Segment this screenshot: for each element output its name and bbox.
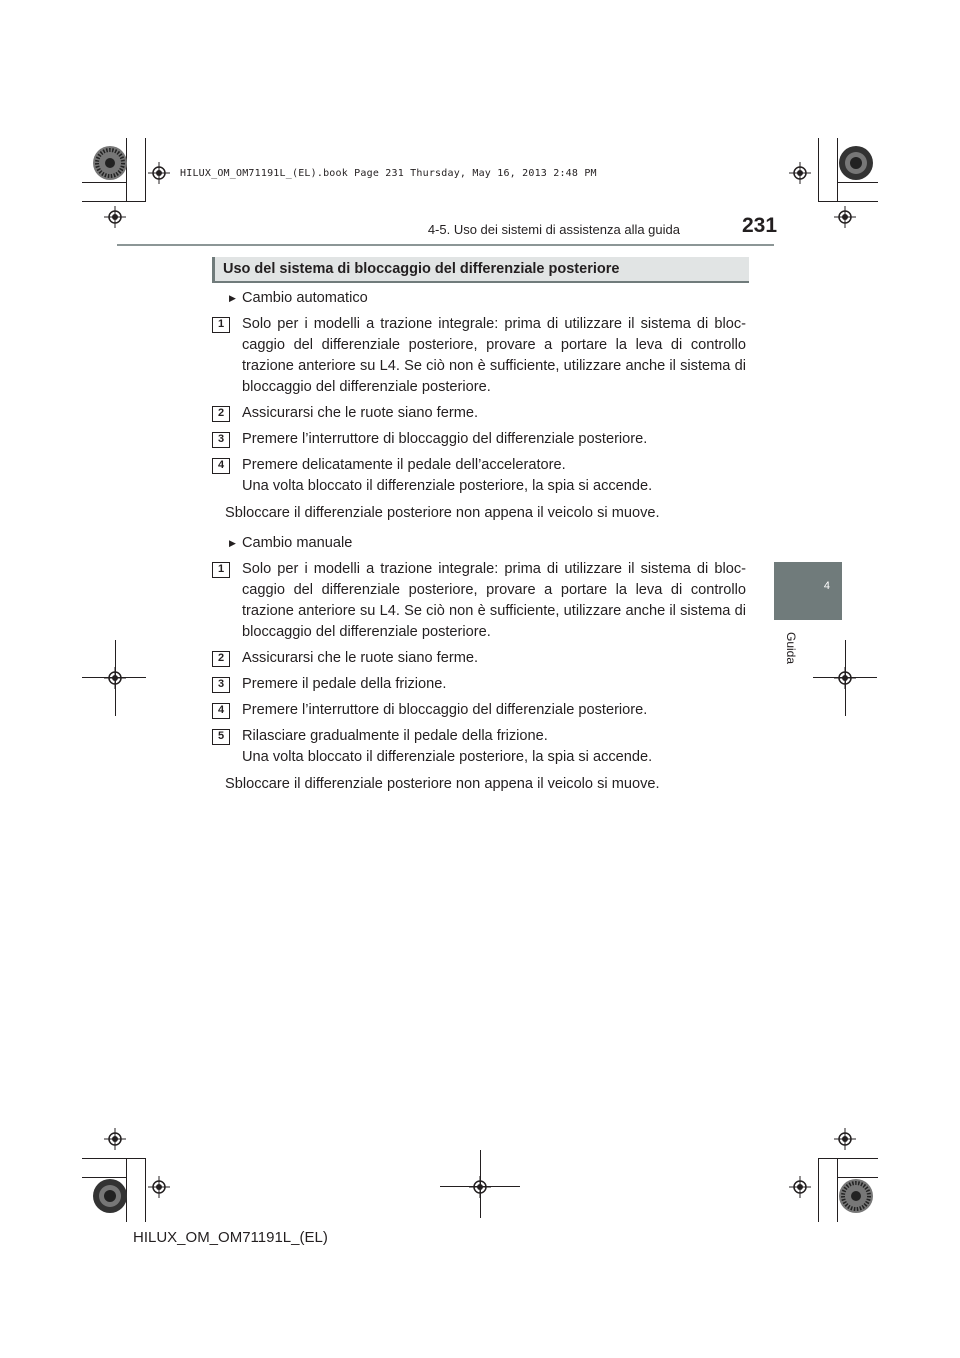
step-item [212, 429, 746, 450]
step-text: Solo per i modelli a trazione integrale: prima di utilizzare il sistema di bloc-caggio del differenziale posteriore, provare a portare la leva di controllo trazione anteriore su L4. Se ciò non è sufficiente, utilizzare anche il sistema di bloccaggio del differenziale posteriore. [242, 561, 746, 640]
instruction-block-automatic [212, 288, 746, 524]
step-number-badge: 1 [212, 562, 230, 578]
step-text: Rilasciare gradualmente il pedale della frizione. Una volta bloccato il differenziale posteriore, la spia si accende. [242, 726, 746, 768]
dense-circle-icon [838, 1178, 874, 1214]
registration-mark-icon [834, 1128, 856, 1150]
step-number-badge: 1 [212, 317, 230, 333]
step-number-badge: 3 [212, 677, 230, 693]
registration-mark-icon [104, 206, 126, 228]
step-item [212, 700, 746, 721]
chapter-tab [774, 562, 842, 620]
dense-circle-icon [838, 145, 874, 181]
step-text: Premere il pedale della frizione. [242, 676, 447, 692]
sub-heading: ▶ Cambio manuale [212, 533, 746, 554]
step-item [212, 559, 746, 643]
step-item [212, 455, 746, 497]
step-item [212, 648, 746, 669]
registration-mark-icon [148, 162, 170, 184]
content-body [212, 288, 746, 800]
note-text: Sbloccare il differenziale posteriore non appena il veicolo si muove. [225, 505, 660, 521]
step-text: Solo per i modelli a trazione integrale: prima di utilizzare il sistema di bloc-caggio del differenziale posteriore, provare a portare la leva di controllo trazione anteriore su L4. Se ciò non è sufficiente, utilizzare anche il sistema di bloccaggio del differenziale posteriore. [242, 316, 746, 395]
step-text: Premere delicatamente il pedale dell’acceleratore. Una volta bloccato il differenziale posteriore, la spia si accende. [242, 455, 746, 497]
step-text: Premere l’interruttore di bloccaggio del differenziale posteriore. [242, 702, 648, 718]
step-text: Premere l’interruttore di bloccaggio del differenziale posteriore. [242, 431, 648, 447]
page-number: 231 [742, 214, 778, 237]
registration-mark-icon [834, 206, 856, 228]
dense-circle-icon [92, 145, 128, 181]
registration-mark-icon [104, 1128, 126, 1150]
triangle-bullet-icon: ▶ [229, 538, 236, 548]
footer-manual-code: HILUX_OM_OM71191L_(EL) [133, 1229, 328, 1246]
chapter-label: Guida [784, 632, 798, 665]
registration-mark-icon [148, 1176, 170, 1198]
step-number-badge: 2 [212, 406, 230, 422]
step-result: Una volta bloccato il differenziale posteriore, la spia si accende. [242, 478, 653, 494]
step-text: Assicurarsi che le ruote siano ferme. [242, 650, 479, 666]
step-text: Assicurarsi che le ruote siano ferme. [242, 405, 479, 421]
dense-circle-icon [92, 1178, 128, 1214]
header-section-title: 4-5. Uso dei sistemi di assistenza alla guida [427, 222, 680, 237]
step-item [212, 726, 746, 768]
book-stamp: HILUX_OM_OM71191L_(EL).book Page 231 Thursday, May 16, 2013 2:48 PM [180, 168, 597, 179]
step-result: Una volta bloccato il differenziale posteriore, la spia si accende. [242, 749, 653, 765]
section-title: Uso del sistema di bloccaggio del differenziale posteriore [223, 261, 620, 277]
step-number-badge: 4 [212, 703, 230, 719]
step-number-badge: 2 [212, 651, 230, 667]
step-number-badge: 5 [212, 729, 230, 745]
step-number-badge: 4 [212, 458, 230, 474]
sub-heading: ▶ Cambio automatico [212, 288, 746, 309]
step-item [212, 674, 746, 695]
registration-mark-icon [789, 162, 811, 184]
step-item [212, 403, 746, 424]
note-text: Sbloccare il differenziale posteriore non appena il veicolo si muove. [225, 776, 660, 792]
chapter-number: 4 [823, 580, 830, 592]
step-item [212, 314, 746, 398]
section-title-bar [212, 257, 749, 283]
registration-mark-icon [789, 1176, 811, 1198]
triangle-bullet-icon: ▶ [229, 293, 236, 303]
step-number-badge: 3 [212, 432, 230, 448]
instruction-block-manual [212, 533, 746, 795]
header-rule [117, 244, 774, 246]
